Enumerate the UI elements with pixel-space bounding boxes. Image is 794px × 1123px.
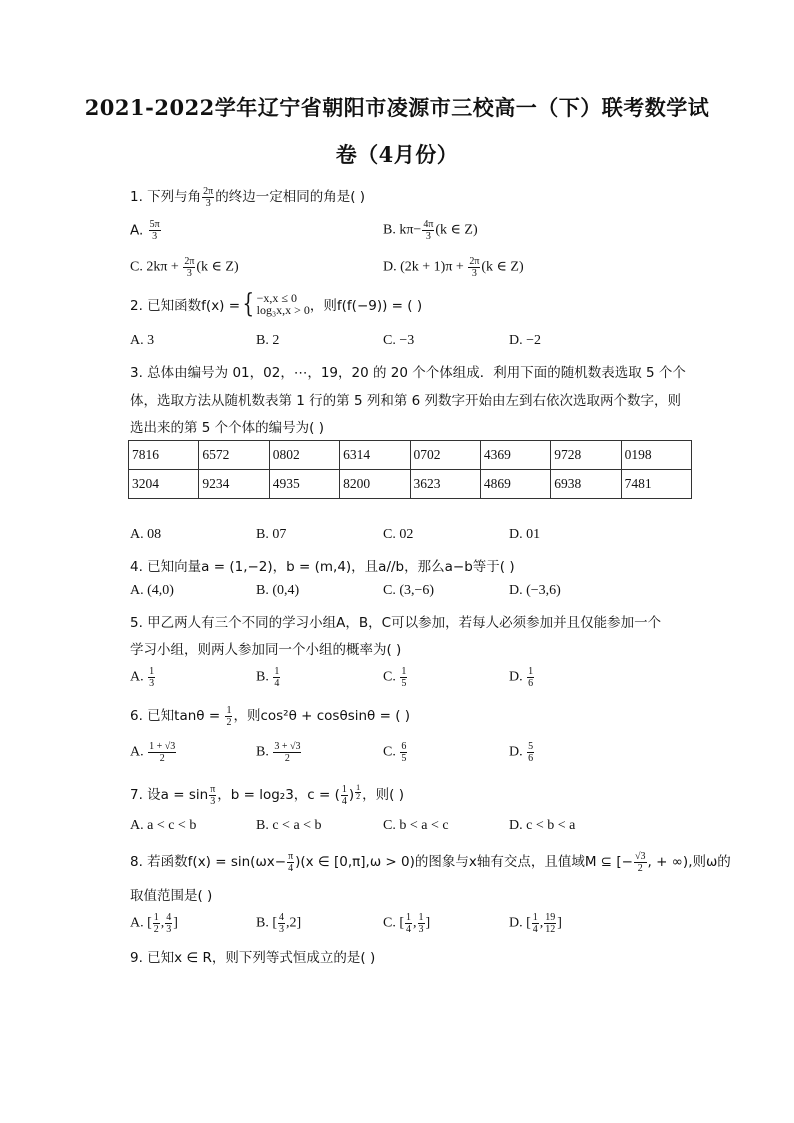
- q6-option-b: [256, 741, 302, 764]
- q5-a-den: 3: [149, 678, 155, 689]
- q1-stem-pre: 1. 下列与角: [130, 189, 202, 205]
- question-8-stem: [130, 850, 731, 874]
- q8-frac-den: 4: [288, 862, 294, 874]
- q8-a-frac-1: [153, 912, 160, 935]
- q8-stem-post: , + ∞),则ω的: [647, 854, 731, 870]
- q5-c-den: 5: [401, 678, 407, 689]
- table-cell: 4935: [269, 470, 339, 499]
- q1-c-pre: 2kπ +: [146, 259, 183, 275]
- q8-a-open: [: [147, 915, 152, 931]
- q5-d-frac: [527, 666, 534, 689]
- q4-option-a: A. (4,0): [130, 583, 174, 598]
- q5-option-c: [383, 666, 408, 689]
- q6-c-frac: [400, 741, 407, 764]
- q8-b-open: [: [272, 915, 278, 931]
- q6-option-c: [383, 741, 408, 764]
- q1-b-frac: [422, 219, 434, 242]
- table-cell: 3204: [129, 470, 199, 499]
- q1-b-den: 3: [425, 231, 431, 242]
- q3-option-d: D. 01: [509, 527, 541, 542]
- q6-option-d: [509, 741, 535, 764]
- q1-c-num: 2π: [184, 256, 195, 267]
- q7-exponent-frac: [355, 784, 361, 801]
- q7-c-num: 1: [341, 783, 347, 795]
- q8-option-c: C. [ $\frac{1}{4}$ , $\frac{1}{3}$ ]: [383, 912, 431, 935]
- q4-option-b: B. (0,4): [256, 583, 300, 598]
- q5-c-frac: [400, 666, 407, 689]
- q1-c-post: (k ∈ Z): [196, 259, 239, 275]
- q6-c-num: 6: [401, 741, 407, 752]
- q8-frac: [287, 851, 294, 874]
- q1-option-d: [383, 256, 524, 279]
- q8-d-d1: 4: [532, 924, 538, 935]
- q2-option-d: D. −2: [509, 333, 542, 348]
- q4-option-c: C. (3,−6): [383, 583, 435, 598]
- q2-case-2: log₃x,x > 0: [256, 303, 310, 317]
- table-cell: 9234: [199, 470, 269, 499]
- q8-c-label: C.: [383, 915, 396, 931]
- q5-c-num: 1: [401, 666, 407, 677]
- q8-option-a: A. [ $\frac{1}{2}$ , $\frac{4}{3}$ ]: [130, 912, 178, 935]
- table-row: [129, 470, 692, 499]
- table-cell: 7481: [621, 470, 691, 499]
- table-cell: 7816: [129, 441, 199, 470]
- q8-c-d1: 4: [406, 924, 412, 935]
- q6-frac-num: 1: [226, 704, 232, 716]
- q8-b-frac: [278, 912, 285, 935]
- q4-option-d: D. (−3,6): [509, 583, 561, 598]
- q6-d-label: D.: [509, 744, 523, 760]
- q8-d-label: D.: [509, 915, 523, 931]
- q8-a-frac-2: [165, 912, 172, 935]
- q8-a-d1: 2: [153, 924, 159, 935]
- q6-a-den: 2: [159, 753, 165, 764]
- table-cell: 0198: [621, 441, 691, 470]
- q2-stem-post: ，则f(f(−9)) = ( ): [309, 298, 423, 314]
- q6-frac: [225, 705, 232, 728]
- q1-option-a: [130, 219, 162, 242]
- q8-c-frac-2: [418, 912, 425, 935]
- table-cell: 8200: [340, 470, 410, 499]
- question-9-stem: 9. 已知x ∈ R，则下列等式恒成立的是( ): [130, 950, 376, 966]
- q7-stem-pre: 7. 设a = sin: [130, 787, 209, 803]
- table-row: [129, 441, 692, 470]
- q8-m-frac: [634, 851, 647, 874]
- question-4-stem: 4. 已知向量a = (1,−2)，b = (m,4)，且a//b，那么a−b等于( ): [130, 559, 515, 575]
- table-cell: 0802: [269, 441, 339, 470]
- table-cell: 3623: [410, 470, 480, 499]
- q5-b-frac: [273, 666, 280, 689]
- q7-stem-mid: ，b = log₂3，c = (: [217, 787, 340, 803]
- q8-stem-mid: )(x ∈ [0,π],ω > 0)的图象与x轴有交点，且值域M ⊆ [−: [295, 854, 633, 870]
- question-3-line-3: 选出来的第 5 个个体的编号为( ): [130, 420, 324, 436]
- table-cell: 9728: [551, 441, 621, 470]
- q5-d-num: 1: [528, 666, 534, 677]
- q6-a-num: 1 + √3: [149, 741, 176, 752]
- q5-d-den: 6: [528, 678, 534, 689]
- q2-option-c: C. −3: [383, 333, 415, 348]
- q8-d-d2: 12: [545, 924, 556, 935]
- q3-option-a: A. 08: [130, 527, 162, 542]
- q1-b-num: 4π: [423, 219, 434, 230]
- question-3-line-1: 3. 总体由编号为 01，02，⋯，19，20 的 20 个个体组成．利用下面的随机数表选取 5 个个: [130, 365, 686, 381]
- table-cell: 4369: [480, 441, 550, 470]
- brace-icon: {: [242, 289, 255, 319]
- q5-c-label: C.: [383, 669, 396, 685]
- q1-a-label: A.: [130, 222, 144, 239]
- q8-c-d2: 3: [418, 924, 424, 935]
- question-8-line-2: 取值范围是( ): [130, 888, 213, 904]
- question-6-stem: [130, 704, 410, 728]
- q2-option-b: B. 2: [256, 333, 280, 348]
- q1-b-label: B.: [383, 222, 396, 238]
- q6-option-a: [130, 741, 177, 764]
- q6-frac-den: 2: [226, 716, 232, 728]
- q6-b-den: 2: [284, 753, 290, 764]
- q8-b-label: B.: [256, 915, 269, 931]
- q1-a-frac: [149, 219, 161, 242]
- q8-b-d1: 3: [279, 924, 285, 935]
- q2-case-1: −x,x ≤ 0: [256, 291, 297, 305]
- q6-c-label: C.: [383, 744, 396, 760]
- q5-a-num: 1: [149, 666, 155, 677]
- page-title-line2: 卷（4月份）: [335, 142, 459, 167]
- q8-c-n1: 1: [406, 912, 412, 923]
- q6-c-den: 5: [401, 753, 407, 764]
- question-2-stem: [130, 289, 423, 319]
- q6-a-frac: [148, 741, 176, 764]
- q8-frac-num: π: [288, 850, 294, 862]
- question-1-stem: [130, 185, 365, 209]
- q1-frac-num: 2π: [203, 185, 214, 197]
- q2-option-a: A. 3: [130, 333, 155, 348]
- q1-stem-post: 的终边一定相同的角是( ): [215, 189, 366, 205]
- q2-piecewise-cases: [257, 292, 310, 316]
- q1-d-frac: [468, 256, 480, 279]
- random-number-table: [128, 440, 692, 499]
- q7-option-a: A. a < c < b: [130, 818, 197, 833]
- q8-c-frac-1: [405, 912, 412, 935]
- q5-option-a: [130, 666, 156, 689]
- q6-d-frac: [527, 741, 534, 764]
- q7-c-den: 4: [341, 795, 347, 807]
- question-5-line-1: 5. 甲乙两人有三个不同的学习小组A，B，C可以参加，若每人必须参加并且仅能参加一个: [130, 615, 662, 631]
- q7-a-den: 3: [210, 795, 216, 807]
- q7-stem-post: ，则( ): [362, 787, 404, 803]
- q1-b-pre: kπ−: [399, 222, 422, 238]
- q1-d-den: 3: [471, 268, 477, 279]
- q5-b-label: B.: [256, 669, 269, 685]
- q6-stem-pre: 6. 已知tanθ =: [130, 708, 225, 724]
- q8-a-n2: 4: [166, 912, 172, 923]
- q8-c-n2: 1: [418, 912, 424, 923]
- q5-b-den: 4: [274, 678, 280, 689]
- q7-option-d: D. c < b < a: [509, 818, 576, 833]
- q1-fraction: [202, 186, 214, 209]
- q8-option-d: D. [ $\frac{1}{4}$ , $\frac{19}{12}$ ]: [509, 912, 562, 935]
- q8-m-den: 2: [637, 862, 643, 874]
- q8-b-tail: ,2]: [286, 915, 302, 931]
- q6-b-num: 3 + √3: [274, 741, 301, 752]
- table-cell: 4869: [480, 470, 550, 499]
- q8-a-n1: 1: [153, 912, 159, 923]
- q6-b-frac: [273, 741, 301, 764]
- table-cell: 6938: [551, 470, 621, 499]
- q7-c-frac: [341, 784, 348, 807]
- q8-option-b: [256, 912, 301, 935]
- q8-d-close: ]: [557, 915, 562, 931]
- q3-option-b: B. 07: [256, 527, 287, 542]
- q7-a-frac: [209, 784, 216, 807]
- q5-b-num: 1: [274, 666, 280, 677]
- question-5-line-2: 学习小组，则两人参加同一个小组的概率为( ): [130, 642, 402, 658]
- q1-b-post: (k ∈ Z): [435, 222, 478, 238]
- q6-a-label: A.: [130, 744, 144, 760]
- q8-a-close: ]: [173, 915, 178, 931]
- q6-d-num: 5: [528, 741, 534, 752]
- q8-d-open: [: [526, 915, 531, 931]
- q7-exp-num: 1: [356, 783, 361, 792]
- q8-a-d2: 3: [166, 924, 172, 935]
- q1-c-den: 3: [186, 268, 192, 279]
- q5-a-label: A.: [130, 669, 144, 685]
- q6-b-label: B.: [256, 744, 269, 760]
- q1-d-label: D.: [383, 259, 397, 275]
- q7-option-b: B. c < a < b: [256, 818, 322, 833]
- q5-d-label: D.: [509, 669, 523, 685]
- q8-d-n1: 1: [532, 912, 538, 923]
- page-title-line1: 2021-2022学年辽宁省朝阳市凌源市三校高一（下）联考数学试: [84, 95, 710, 120]
- q1-c-frac: [183, 256, 195, 279]
- q1-option-c: [130, 256, 239, 279]
- q1-d-post: (k ∈ Z): [481, 259, 524, 275]
- q1-a-den: 3: [152, 231, 158, 242]
- q8-d-frac-1: [532, 912, 539, 935]
- q1-d-num: 2π: [469, 256, 480, 267]
- table-cell: 6572: [199, 441, 269, 470]
- q5-a-frac: [148, 666, 155, 689]
- q8-d-n2: 19: [545, 912, 556, 923]
- table-cell: 6314: [340, 441, 410, 470]
- q8-stem-pre: 8. 若函数f(x) = sin(ωx−: [130, 854, 287, 870]
- q2-stem-pre: 2. 已知函数f(x) =: [130, 298, 241, 314]
- q8-b-n1: 4: [279, 912, 285, 923]
- q7-a-num: π: [210, 783, 216, 795]
- q7-option-c: C. b < a < c: [383, 818, 449, 833]
- q7-c-close: ): [348, 787, 355, 803]
- q1-a-num: 5π: [149, 219, 160, 230]
- q8-a-label: A.: [130, 915, 144, 931]
- question-3-line-2: 体，选取方法从随机数表第 1 行的第 5 列和第 6 列数字开始由左到右依次选取两个数字，则: [130, 393, 682, 409]
- table-cell: 0702: [410, 441, 480, 470]
- q5-option-d: [509, 666, 535, 689]
- q7-exp-den: 2: [356, 792, 361, 801]
- q8-c-close: ]: [425, 915, 431, 931]
- question-7-stem: [130, 783, 404, 807]
- q8-m-num: √3: [635, 850, 646, 862]
- q1-frac-den: 3: [205, 197, 211, 209]
- q5-option-b: [256, 666, 281, 689]
- q6-stem-post: ，则cos²θ + cosθsinθ = ( ): [233, 708, 411, 724]
- q6-d-den: 6: [528, 753, 534, 764]
- q1-option-b: [383, 219, 478, 242]
- q3-option-c: C. 02: [383, 527, 414, 542]
- q1-d-pre: (2k + 1)π +: [400, 259, 468, 275]
- q8-c-open: [: [399, 915, 405, 931]
- q8-d-frac-2: [544, 912, 556, 935]
- q1-c-label: C.: [130, 259, 143, 275]
